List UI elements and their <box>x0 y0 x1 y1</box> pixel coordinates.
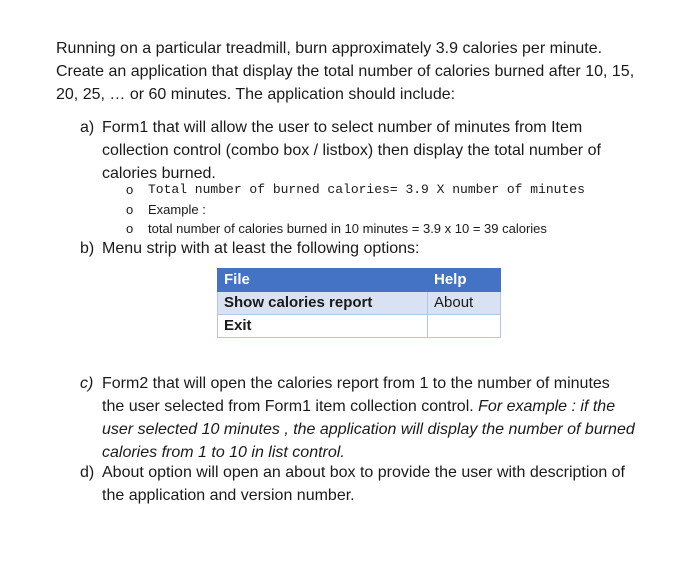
bullet-marker: o <box>126 182 134 197</box>
item-c-italic-inline: For example : if the <box>478 398 616 415</box>
cell-exit: Exit <box>218 315 428 338</box>
table-row <box>218 315 501 338</box>
table-header-row <box>218 269 501 292</box>
item-c-italic-line: user selected 10 minutes , the application will display the number of burned <box>102 421 635 438</box>
item-c-italic-line: calories from 1 to 10 in list control. <box>102 444 345 461</box>
item-b <box>80 237 670 260</box>
menu-strip-table <box>217 268 501 338</box>
item-d <box>80 461 670 507</box>
item-b-marker: b) <box>80 240 95 257</box>
header-cell-help: Help <box>428 269 501 292</box>
formula-text: Total number of burned calories= 3.9 X number of minutes <box>148 182 585 197</box>
intro-line: 20, 25, … or 60 minutes. The application should include: <box>56 86 456 103</box>
table-row <box>218 292 501 315</box>
intro-paragraph <box>56 37 666 106</box>
example-calc-text: total number of calories burned in 10 minutes = 3.9 x 10 = 39 calories <box>148 221 547 236</box>
intro-line: Running on a particular treadmill, burn approximately 3.9 calories per minute. <box>56 40 603 57</box>
item-a <box>80 116 670 186</box>
item-c-line-mixed <box>102 395 662 418</box>
item-d-marker: d) <box>80 464 95 481</box>
bullet-marker: o <box>126 202 134 217</box>
item-a-marker: a) <box>80 119 95 136</box>
example-label: Example : <box>148 202 206 217</box>
cell-empty <box>428 315 501 338</box>
header-cell-file: File <box>218 269 428 292</box>
item-a-line: Form1 that will allow the user to select number of minutes from Item <box>102 119 583 136</box>
item-c-line: the user selected from Form1 item collection control. <box>102 398 479 415</box>
item-c-marker: c) <box>80 375 94 392</box>
item-a-line: calories burned. <box>102 165 216 182</box>
item-d-line: the application and version number. <box>102 487 355 504</box>
item-c <box>80 372 670 464</box>
bullet-marker: o <box>126 221 134 236</box>
item-a-line: collection control (combo box / listbox) then display the total number of <box>102 142 601 159</box>
cell-show-calories-report: Show calories report <box>218 292 428 315</box>
cell-about: About <box>428 292 501 315</box>
item-b-text: Menu strip with at least the following options: <box>102 240 420 257</box>
item-d-line: About option will open an about box to provide the user with description of <box>102 464 625 481</box>
item-c-line: Form2 that will open the calories report from 1 to the number of minutes <box>102 375 610 392</box>
intro-line: Create an application that display the total number of calories burned after 10, 15, <box>56 63 635 80</box>
